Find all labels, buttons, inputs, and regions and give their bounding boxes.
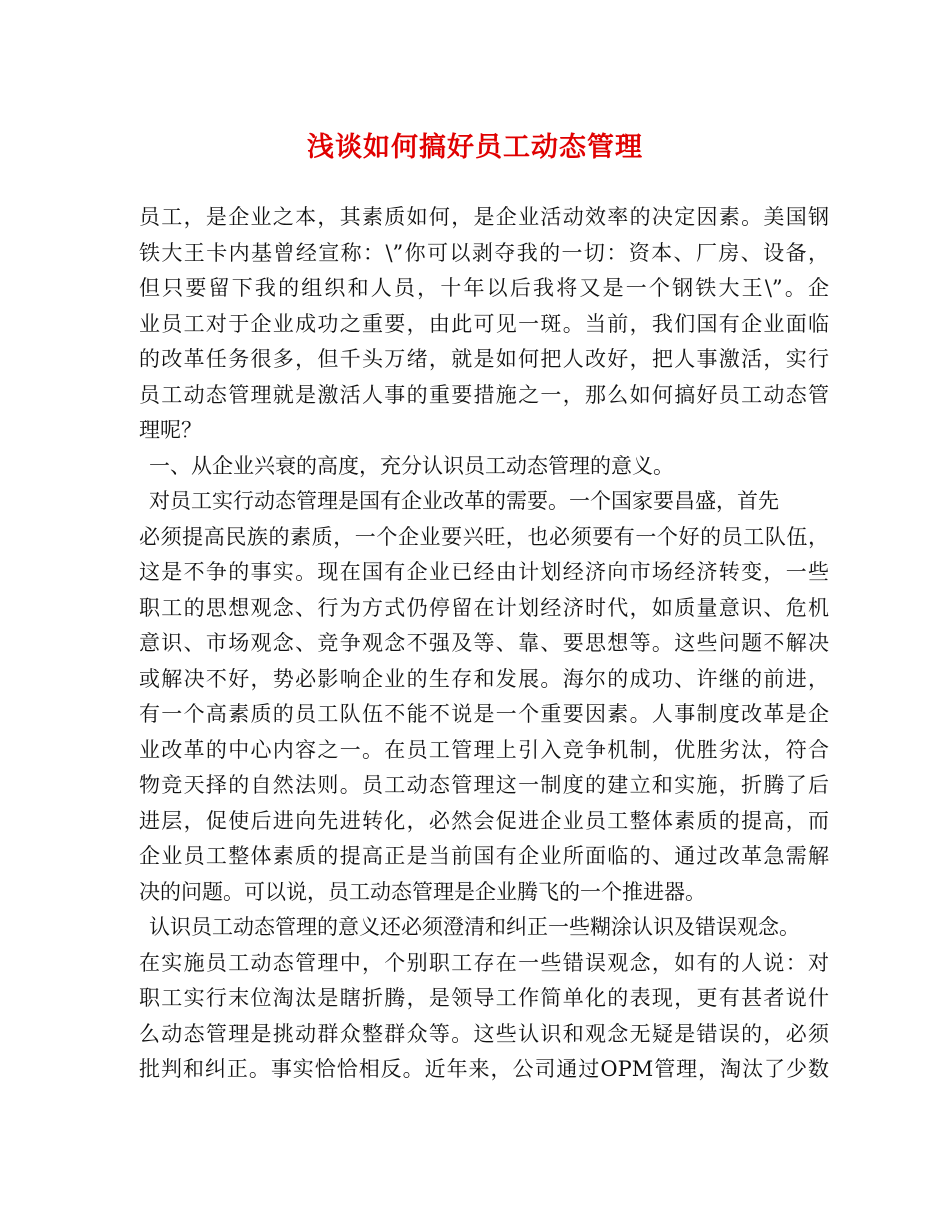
- section-heading: 一、从企业兴衰的高度，充分认识员工动态管理的意义。: [149, 453, 674, 478]
- body-line: 意识、市场观念、竞争观念不强及等、靠、要思想等。这些问题不解决: [139, 631, 829, 655]
- body-line: 或解决不好，势必影响企业的生存和发展。海尔的成功、许继的前进，: [139, 666, 829, 691]
- body-line: 的改革任务很多，但千头万绪，就是如何把人改好，把人事激活，实行: [139, 347, 829, 371]
- body-line: 进层，促使后进向先进转化，必然会促进企业员工整体素质的提高，而: [139, 808, 829, 833]
- body-line: 么动态管理是挑动群众整群众等。这些认识和观念无疑是错误的，必须: [139, 1021, 829, 1046]
- body-line: 职工实行末位淘汰是瞎折腾，是领导工作简单化的表现，更有甚者说什: [139, 986, 829, 1010]
- body-line: 企业员工整体素质的提高正是当前国有企业所面临的、通过改革急需解: [139, 844, 829, 868]
- body-line: 理呢？: [139, 418, 202, 442]
- body-line: 必须提高民族的素质，一个企业要兴旺，也必须要有一个好的员工队伍，: [139, 524, 829, 549]
- body-line: 员工动态管理就是激活人事的重要措施之一，那么如何搞好员工动态管: [139, 382, 829, 407]
- body-line: 这是不争的事实。现在国有企业已经由计划经济向市场经济转变，一些: [139, 560, 829, 584]
- body-line: 有一个高素质的员工队伍不能不说是一个重要因素。人事制度改革是企: [139, 702, 829, 726]
- body-line: 批判和纠正。事实恰恰相反。近年来，公司通过OPM管理，淘汰了少数: [139, 1057, 829, 1081]
- body-line: 物竞天择的自然法则。员工动态管理这一制度的建立和实施，折腾了后: [139, 773, 829, 797]
- body-line: 对员工实行动态管理是国有企业改革的需要。一个国家要昌盛，首先: [149, 489, 779, 513]
- body-line: 业改革的中心内容之一。在员工管理上引入竞争机制，优胜劣汰，符合: [139, 737, 829, 762]
- body-line: 但只要留下我的组织和人员，十年以后我将又是一个钢铁大王\”。企: [139, 276, 829, 300]
- document-body: [139, 200, 829, 1088]
- body-line: 在实施员工动态管理中，个别职工存在一些错误观念，如有的人说：对: [139, 950, 829, 975]
- body-line: 员工，是企业之本，其素质如何，是企业活动效率的决定因素。美国钢: [139, 205, 829, 229]
- document-title: 浅谈如何搞好员工动态管理: [307, 132, 643, 163]
- body-line: 职工的思想观念、行为方式仍停留在计划经济时代，如质量意识、危机: [139, 595, 829, 620]
- body-line: 决的问题。可以说，员工动态管理是企业腾飞的一个推进器。: [139, 879, 706, 904]
- body-line: 认识员工动态管理的意义还必须澄清和纠正一些糊涂认识及错误观念。: [149, 915, 800, 939]
- body-line: 业员工对于企业成功之重要，由此可见一斑。当前，我们国有企业面临: [139, 311, 829, 336]
- body-line: 铁大王卡内基曾经宣称：\”你可以剥夺我的一切：资本、厂房、设备，: [139, 240, 829, 265]
